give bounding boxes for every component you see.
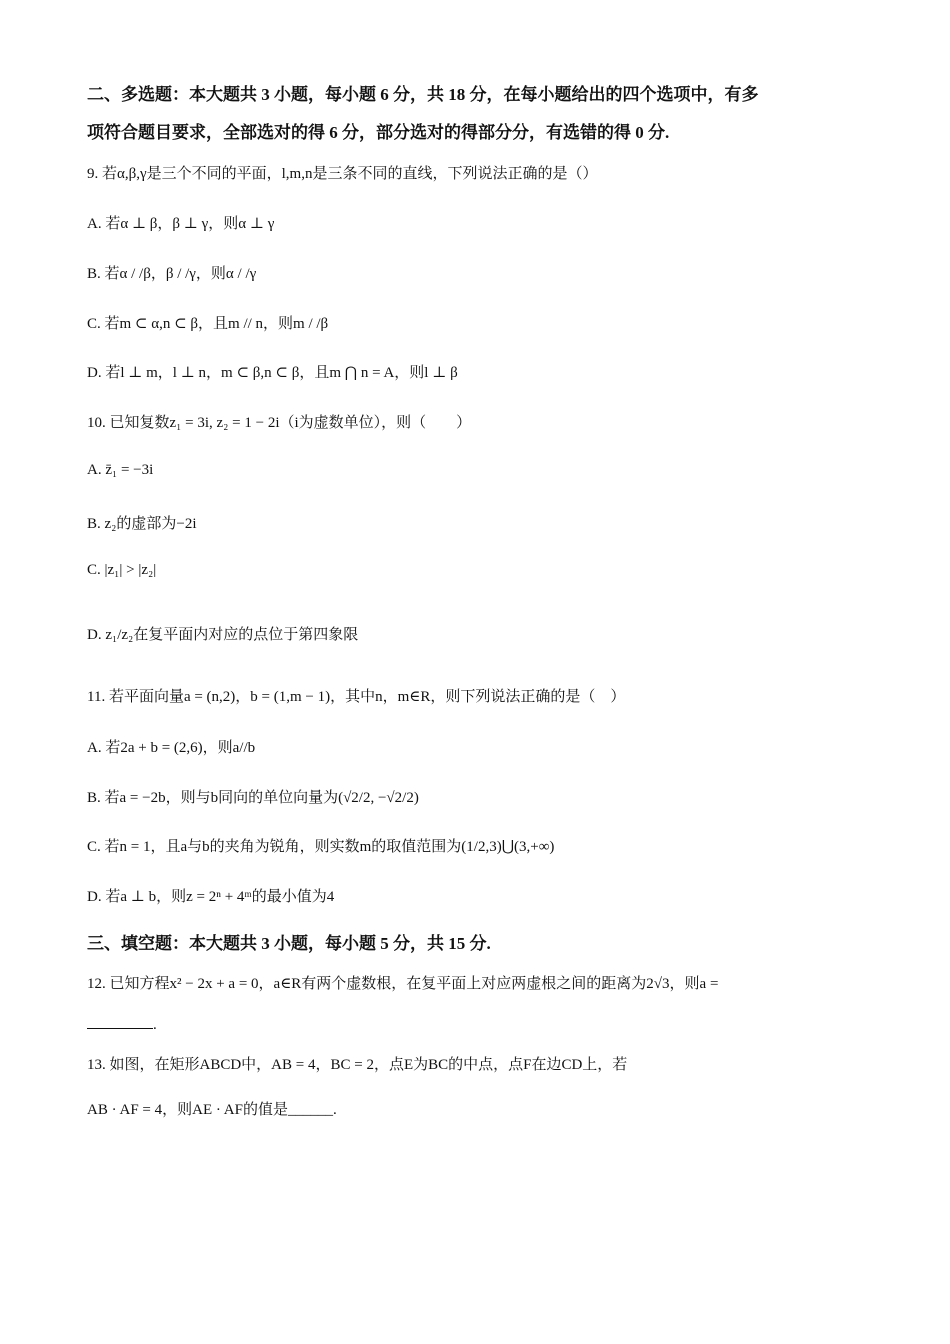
q9-option-c: C. 若m ⊂ α,n ⊂ β，且m // n，则m / /β <box>87 316 329 332</box>
q11-stem: 11. 若平面向量a = (n,2)，b = (1,m − 1)，其中n，m∈R，则下列说法正确的是（ ） <box>87 689 626 705</box>
q12-stem: 12. 已知方程x² − 2x + a = 0，a∈R有两个虚数根，在复平面上对应两虚根之间的距离为2√3，则a = <box>87 976 719 992</box>
q10-option-b: B. z₂的虚部为−2i <box>87 516 197 532</box>
q11-option-b: B. 若a = −2b，则与b同向的单位向量为(√2/2, −√2/2) <box>87 790 419 806</box>
section3-title: 三、填空题：本大题共 3 小题，每小题 5 分，共 15 分. <box>87 934 491 953</box>
q10-option-c: C. |z₁| > |z₂| <box>87 562 157 578</box>
q13-stem: 13. 如图，在矩形ABCD中，AB = 4，BC = 2，点E为BC的中点，点F在边CD上，若 <box>87 1057 628 1073</box>
q11-option-c: C. 若n = 1，且a与b的夹角为锐角，则实数m的取值范围为(1/2,3)⋃(3,+∞) <box>87 839 555 855</box>
q10-option-d: D. z₁/z₂在复平面内对应的点位于第四象限 <box>87 627 359 643</box>
q12-answer-line <box>87 1017 157 1034</box>
q10-option-a: A. z̄₁ = −3i <box>87 462 154 478</box>
q10-stem: 10. 已知复数z₁ = 3i, z₂ = 1 − 2i（i为虚数单位），则（ ） <box>87 415 472 431</box>
section2-line1: 二、多选题：本大题共 3 小题，每小题 6 分，共 18 分，在每小题给出的四个选项中，有多 <box>87 85 759 104</box>
q9-stem: 9. 若α,β,γ是三个不同的平面，l,m,n是三条不同的直线，下列说法正确的是（） <box>87 166 598 182</box>
q11-option-a: A. 若2a + b = (2,6)，则a//b <box>87 740 256 756</box>
q12-end: . <box>153 1017 157 1033</box>
q13-condition: AB · AF = 4，则AE · AF的值是______. <box>87 1102 337 1118</box>
section2-line2: 项符合题目要求，全部选对的得 6 分，部分选对的得部分分，有选错的得 0 分. <box>87 123 670 142</box>
q12-answer-blank[interactable] <box>87 1028 153 1029</box>
q9-option-b: B. 若α / /β，β / /γ，则α / /γ <box>87 266 257 282</box>
q9-option-d: D. 若l ⊥ m，l ⊥ n，m ⊂ β,n ⊂ β，且m ⋂ n = A，则l ⊥ β <box>87 365 458 381</box>
q11-option-d: D. 若a ⊥ b，则z = 2ⁿ + 4ᵐ的最小值为4 <box>87 889 335 905</box>
q9-option-a: A. 若α ⊥ β，β ⊥ γ，则α ⊥ γ <box>87 216 275 232</box>
